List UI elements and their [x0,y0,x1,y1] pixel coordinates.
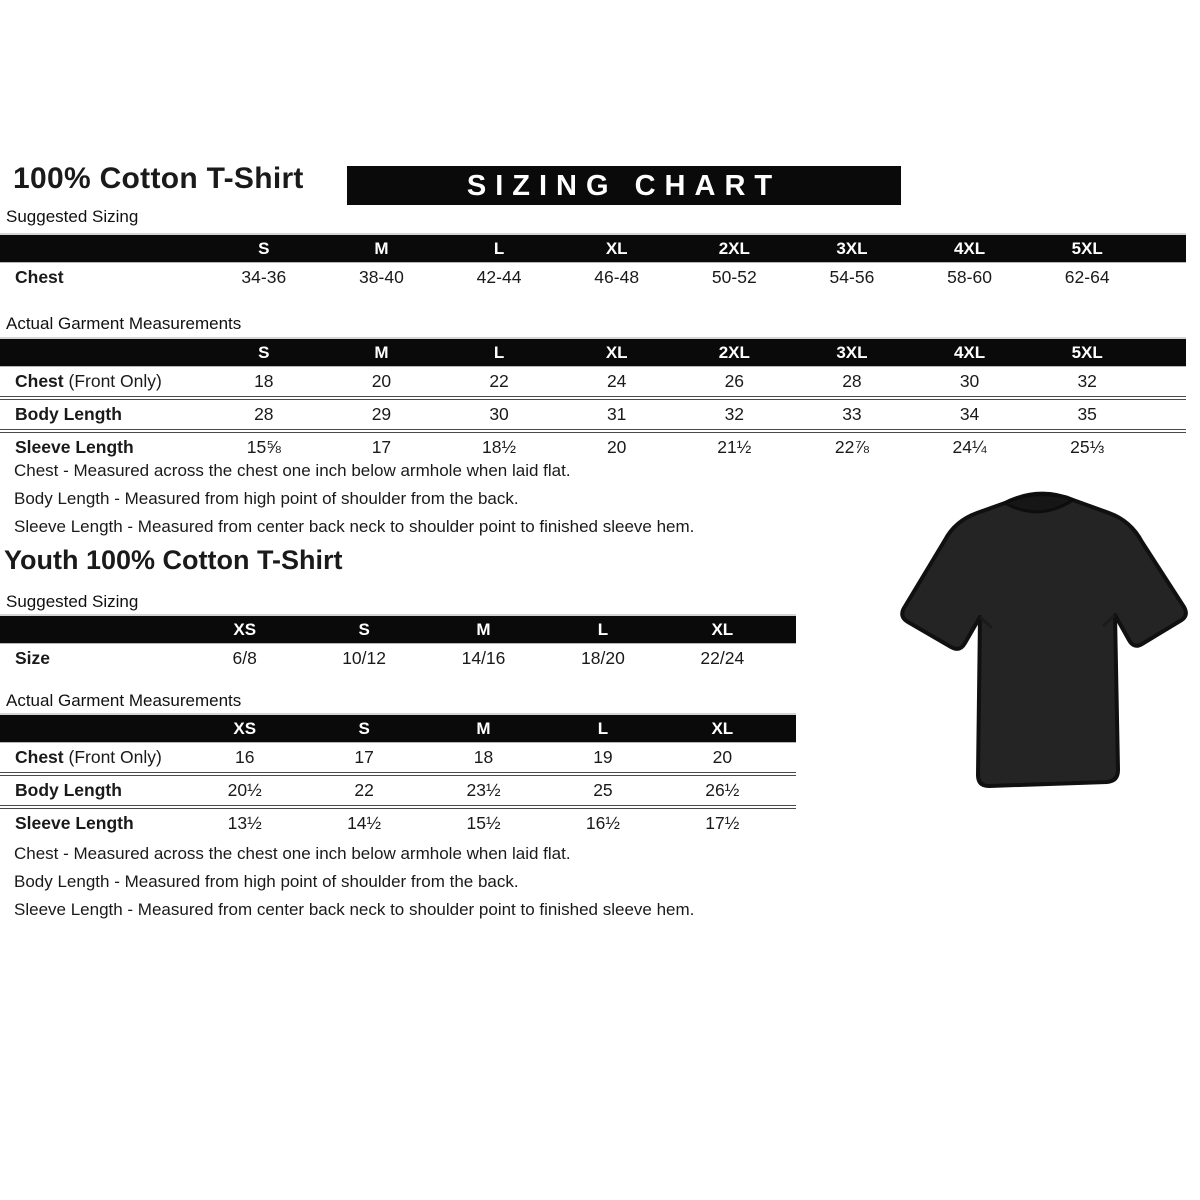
row-label-text: Chest [15,747,64,767]
table-cell: 22/24 [700,648,745,668]
header-spacer [0,235,205,262]
col-header: 4XL [953,239,986,258]
table-cell: 15½ [466,813,501,833]
table-cell: 33 [842,404,862,424]
table-row [0,367,1186,396]
table-cell: 18 [473,747,494,767]
header-spacer [0,715,185,742]
table-cell: 17½ [705,813,740,833]
header-spacer [0,616,185,643]
col-header: 4XL [953,343,986,362]
table-cell: 25⅓ [1070,437,1105,457]
table-cell: 20 [371,371,392,391]
col-header: XL [711,620,734,639]
col-header: 3XL [836,239,868,258]
youth-actual-measurements-label: Actual Garment Measurements [6,691,242,710]
col-header: 2XL [718,239,750,258]
table-row [0,772,796,805]
table-cell: 22 [489,371,509,391]
row-label [0,809,185,838]
sizing-chart-banner: SIZING CHART [347,166,901,205]
row-label-text: Chest [15,267,64,287]
table-cell: 18½ [482,437,517,457]
table-cell: 42-44 [476,267,522,287]
table-cell: 15⅝ [246,437,281,457]
table-cell: 23½ [466,780,501,800]
table-cell: 32 [1077,371,1097,391]
note-body-length: Body Length - Measured from high point of shoulder from the back. [14,489,519,508]
table-cell: 13½ [227,813,262,833]
col-header: S [258,343,270,362]
row-label [0,400,205,429]
table-cell: 18 [254,371,274,391]
table-header-row [0,614,796,644]
table-cell: 22 [354,780,374,800]
table-cell: 58-60 [947,267,992,287]
row-label-text: Body Length [15,404,122,424]
col-header: 2XL [718,343,750,362]
col-header: M [476,620,491,639]
youth-measurement-notes [14,840,694,924]
table-cell: 28 [842,371,862,391]
adult-suggested-sizing-label: Suggested Sizing [6,207,139,226]
header-spacer [0,339,205,366]
col-header: M [476,719,491,738]
table-cell: 10/12 [342,648,386,668]
row-label [0,776,185,805]
table-cell: 20 [712,747,733,767]
adult-actual-measurements-table [0,337,1186,462]
table-cell: 16 [234,747,255,767]
adult-measurement-notes [14,457,694,541]
table-cell: 16½ [585,813,620,833]
table-cell: 35 [1077,404,1097,424]
col-header: M [374,239,389,258]
table-row [0,263,1186,292]
col-header: L [597,719,609,738]
table-cell: 20 [606,437,627,457]
table-cell: 19 [593,747,613,767]
row-label-text: Chest [15,371,64,391]
youth-suggested-sizing-table [0,614,796,673]
row-label-suffix: (Front Only) [63,371,162,391]
table-cell: 14½ [347,813,382,833]
row-label [0,263,205,292]
col-header: L [597,620,609,639]
table-cell: 31 [606,404,627,424]
col-header: S [358,719,370,738]
col-header: XL [711,719,734,738]
table-cell: 46-48 [594,267,640,287]
table-header-row [0,233,1186,263]
table-row [0,644,796,673]
youth-suggested-sizing-label: Suggested Sizing [6,592,139,611]
col-header: L [493,343,505,362]
table-row [0,805,796,838]
table-cell: 62-64 [1064,267,1110,287]
row-label-text: Sleeve Length [15,813,134,833]
table-header-row [0,713,796,743]
col-header: 3XL [836,343,868,362]
table-cell: 18/20 [581,648,625,668]
col-header: 5XL [1071,343,1103,362]
table-cell: 28 [254,404,274,424]
col-header: 5XL [1071,239,1103,258]
table-cell: 30 [959,371,980,391]
table-cell: 21½ [717,437,752,457]
table-cell: 34-36 [241,267,287,287]
col-header: XL [605,343,628,362]
table-cell: 24 [606,371,627,391]
table-cell: 14/16 [461,648,506,668]
note-chest: Chest - Measured across the chest one inch below armhole when laid flat. [14,461,571,480]
col-header: L [493,239,505,258]
col-header: XL [605,239,628,258]
table-cell: 6/8 [232,648,257,668]
table-cell: 30 [489,404,509,424]
table-cell: 24¼ [952,437,987,457]
row-label-text: Sleeve Length [15,437,134,457]
note-chest: Chest - Measured across the chest one inch below armhole when laid flat. [14,844,571,863]
black-tshirt-image [892,476,1196,820]
table-cell: 20½ [227,780,262,800]
table-cell: 22⅞ [834,437,869,457]
table-header-row [0,337,1186,367]
table-row [0,743,796,772]
table-cell: 50-52 [711,267,757,287]
table-cell: 29 [371,404,392,424]
row-label-text: Body Length [15,780,122,800]
note-body-length: Body Length - Measured from high point of shoulder from the back. [14,872,519,891]
adult-actual-measurements-label: Actual Garment Measurements [6,314,242,333]
table-cell: 34 [959,404,980,424]
table-cell: 17 [371,437,392,457]
col-header: S [258,239,270,258]
col-header: M [374,343,389,362]
note-sleeve-length: Sleeve Length - Measured from center back neck to shoulder point to finished sleeve hem. [14,900,695,919]
table-cell: 38-40 [359,267,404,287]
col-header: XS [233,719,257,738]
note-sleeve-length: Sleeve Length - Measured from center back neck to shoulder point to finished sleeve hem. [14,517,695,536]
table-cell: 54-56 [829,267,875,287]
row-label-text: Size [15,648,51,668]
youth-section-title: Youth 100% Cotton T-Shirt [4,545,343,575]
tshirt-silhouette [902,494,1186,786]
table-cell: 26½ [705,780,740,800]
table-cell: 26 [724,371,745,391]
col-header: S [358,620,370,639]
table-cell: 25 [593,780,613,800]
row-label-suffix: (Front Only) [63,747,162,767]
page-title: 100% Cotton T-Shirt [13,162,304,195]
adult-suggested-sizing-table [0,233,1186,292]
row-label [0,743,185,772]
col-header: XS [233,620,257,639]
youth-actual-measurements-table [0,713,796,838]
table-cell: 32 [724,404,745,424]
table-cell: 17 [354,747,374,767]
row-label [0,644,185,673]
table-row [0,396,1186,429]
row-label [0,367,205,396]
